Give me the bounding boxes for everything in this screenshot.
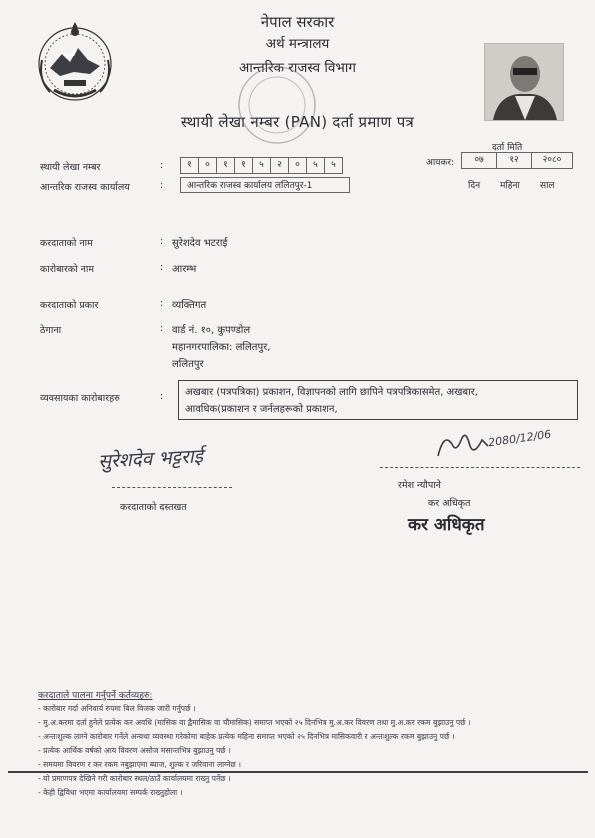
pan-number-boxes — [180, 157, 343, 172]
duty-item: - मु.अ.करमा दर्ता हुनेले प्रत्येक कर अवधि (मासिक वा द्वैमासिक वा चौमासिक) समाप्त भएको २५ दिनभित्र मु.अ.कर विवरण तथा मु.अ.कर रकम बुझाउनु पर्छ । — [38, 718, 471, 727]
officer-signature-icon — [432, 426, 492, 468]
colon: : — [160, 236, 164, 247]
duty-item: - समयमा विवरण र कर रकम नबुझाएमा ब्याज, शुल्क र जरिवाना लाग्नेछ । — [38, 760, 242, 769]
officer-designation-stamp: कर अधिकृत — [408, 515, 485, 535]
office-value: आन्तरिक राजस्व कार्यालय ललितपुर-1 — [180, 177, 350, 193]
colon: : — [160, 262, 164, 273]
office-stamp-icon — [232, 60, 322, 150]
office-colon: : — [160, 180, 164, 191]
month-label: महिना — [500, 181, 520, 191]
pan-digit: १ — [235, 157, 253, 174]
pan-digit: ५ — [307, 157, 325, 174]
department-name: आन्तरिक राजस्व विभाग — [238, 60, 356, 76]
page-fold-line — [8, 771, 588, 773]
duties-heading: करदाताले पालना गर्नुपर्ने कर्तव्यहरु: — [38, 691, 153, 701]
activities-line-2: आवधिक(प्रकाशन र जर्नलहरूको प्रकाशन, — [185, 404, 338, 415]
taxpayer-signature: सुरेशदेव भट्टराई — [97, 445, 204, 473]
pan-digit: ० — [199, 157, 217, 174]
pan-label: स्थायी लेखा नम्बर — [40, 162, 101, 173]
colon: : — [160, 391, 164, 402]
date-year: २०८० — [532, 152, 573, 169]
person-photo-icon — [485, 44, 563, 120]
taxpayer-name-label: करदाताको नाम — [40, 238, 93, 249]
address-line-3: ललितपुर — [172, 359, 204, 370]
taxpayer-type-value: व्यक्तिगत — [172, 300, 207, 311]
officer-title: कर अधिकृत — [428, 498, 471, 509]
date-day: ०७ — [461, 152, 497, 169]
activities-line-1: अखबार (पत्रपत्रिका) प्रकाशन, विज्ञापनको लागि छापिने पत्रपत्रिकासमेत, अखबार, — [185, 387, 478, 398]
address-line-1: वार्ड नं. १०, कुपण्डोल — [172, 325, 251, 336]
office-label: आन्तरिक राजस्व कार्यालय — [40, 182, 130, 193]
duty-item: - केही द्विविधा भएमा कार्यालयमा सम्पर्क राख्नुहोला । — [38, 788, 183, 797]
pan-colon: : — [160, 160, 164, 171]
government-name: नेपाल सरकार — [260, 13, 335, 31]
colon: : — [160, 323, 164, 334]
address-line-2: महानगरपालिका: ललितपुर, — [172, 342, 271, 353]
pan-digit: ५ — [253, 157, 271, 174]
day-label: दिन — [468, 181, 481, 191]
year-label: साल — [540, 181, 555, 191]
ministry-name: अर्थ मन्त्रालय — [265, 36, 330, 52]
business-name-label: कारोबारको नाम — [40, 264, 95, 275]
pan-digit: ५ — [325, 157, 343, 174]
registration-date-boxes — [461, 152, 573, 167]
business-name-value: आरम्भ — [172, 264, 197, 275]
taxpayer-name-value: सुरेशदेव भटराई — [172, 238, 228, 249]
duty-item: - यो प्रमाणपत्र देखिने गरी कारोबार स्थल/ठाउँ कार्यालयमा राख्नु पर्नेछ । — [38, 774, 231, 783]
business-activities-label: व्यवसायका कारोबारहरु — [40, 393, 120, 404]
officer-signature-line — [380, 467, 580, 468]
taxpayer-signature-line — [112, 487, 232, 488]
registration-date-label: दर्ता मिति — [492, 143, 523, 153]
taxpayer-signature-label: करदाताको दस्तखत — [120, 502, 187, 513]
pan-digit: ० — [289, 157, 307, 174]
duty-item: - प्रत्येक आर्थिक वर्षको आय विवरण असोज मसान्तभित्र बुझाउनु पर्छ । — [38, 746, 231, 755]
duty-item: - कारोबार गर्दा अनिवार्य रुपमा बिल विजक जारी गर्नुपर्छ । — [38, 704, 196, 713]
taxpayer-duties — [38, 688, 578, 802]
pan-digit: २ — [271, 157, 289, 174]
taxpayer-type-label: करदाताको प्रकार — [40, 300, 99, 311]
officer-name: रमेश न्यौपाने — [398, 480, 441, 491]
certificate-title: स्थायी लेखा नम्बर (PAN) दर्ता प्रमाण पत्र — [180, 113, 415, 131]
pan-digit: १ — [180, 157, 199, 174]
duty-item: - अन्तःशुल्क लाग्ने कारोबार गर्नेले अन्यथा व्यवस्था गरेकोमा बाहेक प्रत्येक महिना समाप्त भएको २५ दिनभित्र मासिकवारी र अन्तःशुल्क रकम बुझाउनु पर्छ । — [38, 732, 455, 741]
colon: : — [160, 298, 164, 309]
registration-date-prefix: आयकर: — [426, 158, 455, 168]
pan-digit: १ — [217, 157, 235, 174]
business-activities-box — [178, 380, 578, 420]
date-month: १२ — [497, 152, 532, 169]
officer-signature-date: 2080/12/06 — [487, 427, 553, 450]
taxpayer-photo — [484, 43, 564, 121]
address-label: ठेगाना — [40, 325, 62, 336]
